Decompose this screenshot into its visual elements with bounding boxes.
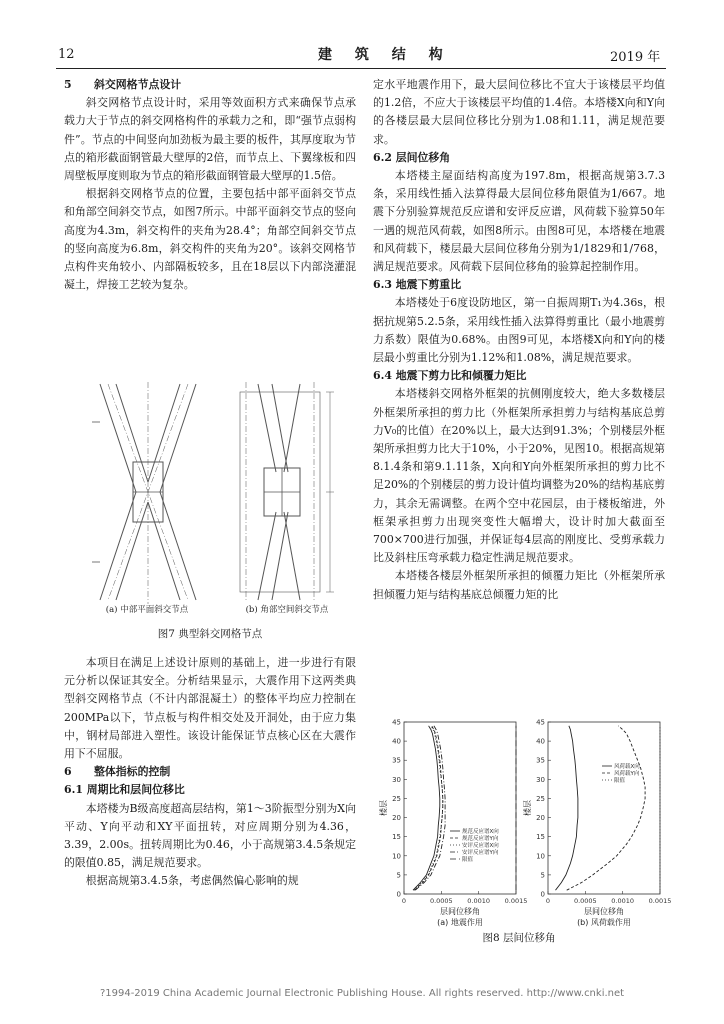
y-tick-label: 5	[396, 871, 401, 880]
y-tick-label: 45	[536, 718, 545, 727]
legend-label: 规范反应谱X向	[462, 829, 499, 835]
paragraph: 本塔楼主屋面结构高度为197.8m，根据高规第3.7.3条，采用线性插入法算得最大层间位移角限值为1/667。地震下分别验算规范反应谱和安评反应谱，风荷载下验算50年一遇的规范风荷载，如图8所示。由图8可见，本塔楼在地震和风荷载下，楼层最大层间位移角分别为1/1829和1/768，满足规范要求。风荷载下层间位移角的验算起控制作用。	[373, 169, 665, 274]
paragraph: 定水平地震作用下，最大层间位移比不宜大于该楼层平均值的1.2倍，不应大于该楼层平均值的1.4倍。本塔楼X向和Y向的各楼层最大层间位移比分别为1.08和1.11，满足规范要求。	[373, 78, 665, 146]
legend-label: 限值	[462, 857, 474, 863]
series-line-2	[567, 726, 645, 890]
y-tick-label: 10	[536, 852, 545, 861]
x-tick-label: 0.0005	[429, 897, 453, 905]
x-tick-label: 0.0015	[504, 897, 528, 905]
y-tick-label: 40	[536, 737, 545, 746]
paragraph: 本塔楼斜交网格外框架的抗侧刚度较大，绝大多数楼层外框架所承担的剪力比（外框架所承担剪力与结构基底总剪力V₀的比值）在20%以上，最大达到91.3%；个别楼层外框架所承担剪力比大于10%，小于20%，见图10。根据高规第8.1.4条和第9.1.11条，X向和Y向外框架所承担的剪力比不足20%的个别楼层的剪力设计值均调整为20%的结构基底剪力，其余无需调整。在两个空中花园层，由于楼板缩进，外框架承担剪力出现突变性大幅增大，设计时加大截面至700×700进行加强，并保证每4层高的刚度比、受剪承载力比及斜柱压弯承载力稳定性满足规范要求。	[373, 387, 665, 565]
section-6-4-heading: 6.4 地震下剪力比和倾覆力矩比	[373, 369, 527, 383]
figure-8a-chart	[376, 716, 528, 928]
section-6-3-heading: 6.3 地震下剪重比	[373, 278, 462, 292]
header-rule	[56, 68, 666, 69]
legend-label: 限值	[614, 778, 626, 784]
figure-7b-subcaption: (b) 角部空间斜交节点	[245, 605, 329, 615]
y-tick-label: 25	[536, 794, 545, 803]
section-5-heading: 5 斜交网格节点设计	[64, 78, 182, 91]
y-tick-label: 40	[392, 737, 401, 746]
y-tick-label: 45	[392, 718, 401, 727]
figure-8b-chart	[520, 716, 672, 928]
y-tick-label: 10	[392, 852, 401, 861]
figure-7a-subcaption: (a) 中部平面斜交节点	[105, 605, 189, 615]
series-line-2	[415, 726, 443, 890]
legend-label: 安评反应谱X向	[462, 843, 499, 849]
y-tick-label: 25	[392, 794, 401, 803]
y-tick-label: 30	[536, 775, 545, 784]
left-column-upper	[64, 76, 356, 294]
section-6-1-heading: 6.1 周期比和层间位移比	[64, 783, 185, 797]
journal-title: 建 筑 结 构	[318, 47, 452, 63]
chart-subtitle: (a) 地震作用	[437, 918, 483, 927]
chart-subtitle: (b) 风荷载作用	[577, 918, 631, 927]
figure-8-caption: 图8 层间位移角	[482, 932, 556, 944]
x-tick-label: 0.0010	[467, 897, 491, 905]
x-tick-label: 0.0010	[611, 897, 635, 905]
copyright-footer: ?1994-2019 China Academic Journal Electronic Publishing House. All rights reserved. http://www.cnki.net	[99, 988, 625, 999]
legend-label: 风荷载X向	[614, 764, 640, 770]
left-column-lower	[64, 654, 356, 891]
legend-label: 风荷载Y向	[614, 771, 640, 777]
page-number: 12	[58, 47, 75, 62]
section-6-heading: 6 整体指标的控制	[64, 765, 171, 779]
y-tick-label: 35	[392, 756, 401, 765]
x-axis-label: 层间位移角	[584, 907, 624, 916]
paragraph: 本塔楼各楼层外框架所承担的倾覆力矩比（外框架所承担倾覆力矩与结构基底总倾覆力矩的比	[373, 569, 665, 601]
legend-label: 安评反应谱Y向	[462, 850, 499, 856]
y-tick-label: 30	[392, 775, 401, 784]
section-6-2-heading: 6.2 层间位移角	[373, 150, 451, 164]
y-tick-label: 5	[540, 871, 545, 880]
paragraph: 斜交网格节点设计时，采用等效面积方式来确保节点承载力大于节点的斜交网格构件的承载力之和，即“强节点弱构件”。节点的中间竖向加劲板为最主要的板件，其厚度取为节点的箱形截面钢管最大壁厚的2倍，而节点上、下翼缘板和四周壁板厚度则取为节点的箱形截面钢管最大壁厚的1.5倍。	[64, 96, 356, 183]
y-axis-label: 楼层	[379, 800, 388, 816]
paragraph: 本塔楼处于6度设防地区，第一自振周期T₁为4.36s，根据抗规第5.2.5条，采用线性插入法算得剪重比（最小地震剪力系数）限值为0.68%。由图9可见，本塔楼X向和Y向的楼层最小剪重比分别为1.12%和1.08%，满足规范要求。	[373, 296, 665, 365]
mid-plane-node-drawing	[92, 382, 196, 604]
x-axis-label: 层间位移角	[440, 907, 480, 916]
y-axis-label: 楼层	[523, 800, 532, 816]
plot-frame	[404, 722, 516, 894]
figure-7-drawings	[78, 382, 348, 622]
x-tick-label: 0	[545, 897, 551, 905]
y-tick-label: 20	[392, 814, 401, 823]
series-line-1	[413, 726, 440, 890]
paragraph: 本塔楼为B级高度超高层结构，第1～3阶振型分别为X向平动、Y向平动和XY平面扭转，对应周期分别为4.36，3.39，2.00s。扭转周期比为0.46，小于高规第3.4.5条规定的限值0.85，满足规范要求。	[64, 801, 356, 870]
corner-spatial-node-drawing	[240, 382, 334, 602]
y-tick-label: 20	[536, 814, 545, 823]
paragraph: 本项目在满足上述设计原则的基础上，进一步进行有限元分析以保证其安全。分析结果显示，大震作用下这两类典型斜交网格节点（不计内部混凝土）的整体平均应力控制在200MPa以下，节点板与构件相交处及开洞处，由于应力集中，钢材局部进入塑性。该设计能保证节点核心区在大震作用下不屈服。	[64, 656, 356, 761]
x-tick-label: 0.0015	[648, 897, 672, 905]
y-tick-label: 0	[396, 890, 401, 899]
right-column	[373, 76, 665, 604]
journal-year: 2019 年	[610, 50, 661, 65]
legend-label: 规范反应谱Y向	[462, 836, 499, 842]
y-tick-label: 15	[536, 833, 545, 842]
x-tick-label: 0.0005	[573, 897, 597, 905]
paragraph: 根据斜交网格节点的位置，主要包括中部平面斜交节点和角部空间斜交节点，如图7所示。中部平面斜交节点的竖向高度为4.3m，斜交构件的夹角为28.4°；角部空间斜交节点的竖向高度为6.8m，斜交构件的夹角为20°。该斜交网格节点构件夹角较小、内部隔板较多，且在18层以下内部浇灌混凝土，焊接工艺较为复杂。	[64, 187, 356, 292]
x-tick-label: 0	[401, 897, 407, 905]
figure-7-caption: 图7 典型斜交网格节点	[157, 628, 263, 640]
y-tick-label: 15	[392, 833, 401, 842]
y-tick-label: 35	[536, 756, 545, 765]
paragraph: 根据高规第3.4.5条，考虑偶然偏心影响的规	[85, 874, 299, 888]
y-tick-label: 0	[540, 890, 545, 899]
series-line-1	[556, 726, 578, 890]
